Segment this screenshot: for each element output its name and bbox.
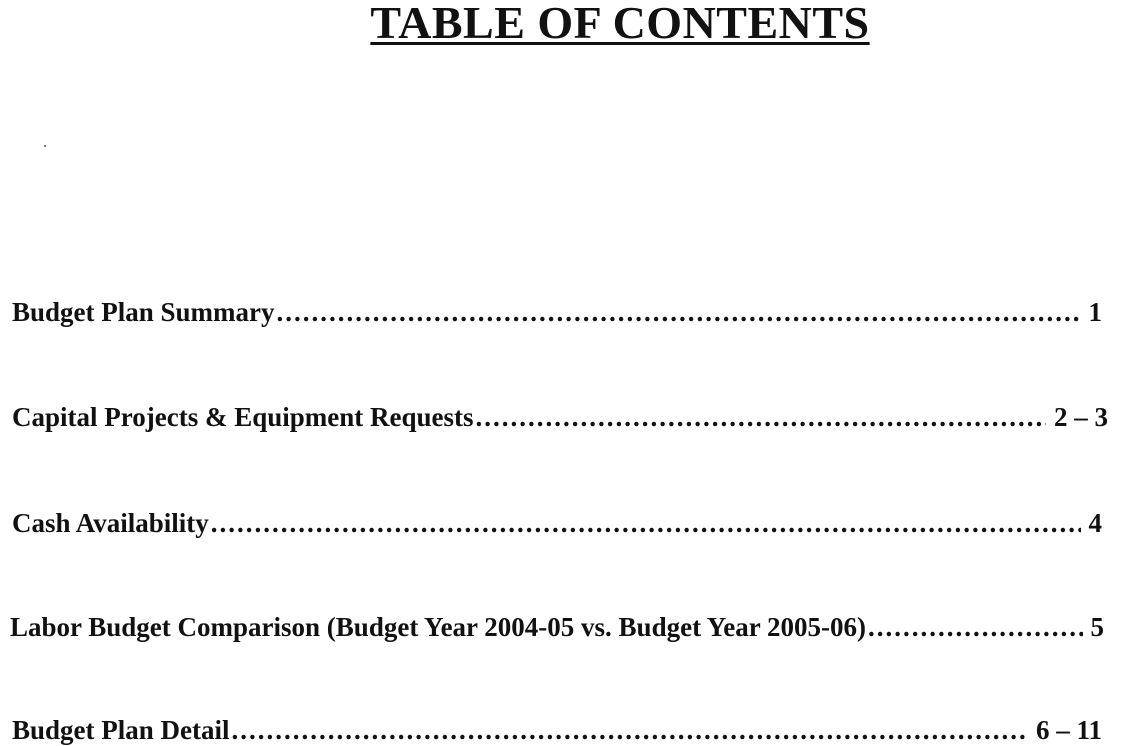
toc-entry-cash-availability (12, 508, 1102, 539)
toc-entry-label: Labor Budget Comparison (Budget Year 2004-05 vs. Budget Year 2005-06) (10, 612, 867, 642)
toc-entry-labor-budget-comparison (10, 612, 1104, 643)
toc-entry-label: Budget Plan Summary (12, 297, 275, 327)
toc-entry-budget-plan-summary (12, 297, 1102, 328)
page-title: TABLE OF CONTENTS (370, 0, 870, 48)
dot-leader (211, 508, 1081, 539)
toc-entry-page: 4 (1088, 508, 1102, 538)
toc-entry-capital-projects (12, 402, 1108, 433)
dot-leader (232, 715, 1028, 746)
toc-entry-page: 5 (1090, 612, 1104, 642)
toc-entry-label: Capital Projects & Equipment Requests (12, 402, 474, 432)
dot-leader (868, 612, 1082, 643)
toc-entry-budget-plan-detail (12, 715, 1102, 746)
toc-entry-page: 2 – 3 (1054, 402, 1108, 432)
toc-entry-page: 1 (1088, 297, 1102, 327)
toc-entry-label: Cash Availability (12, 508, 209, 538)
toc-entry-page: 6 – 11 (1035, 715, 1102, 745)
dot-leader (476, 402, 1047, 433)
dot-leader (277, 297, 1081, 328)
toc-entry-label: Budget Plan Detail (12, 715, 230, 745)
